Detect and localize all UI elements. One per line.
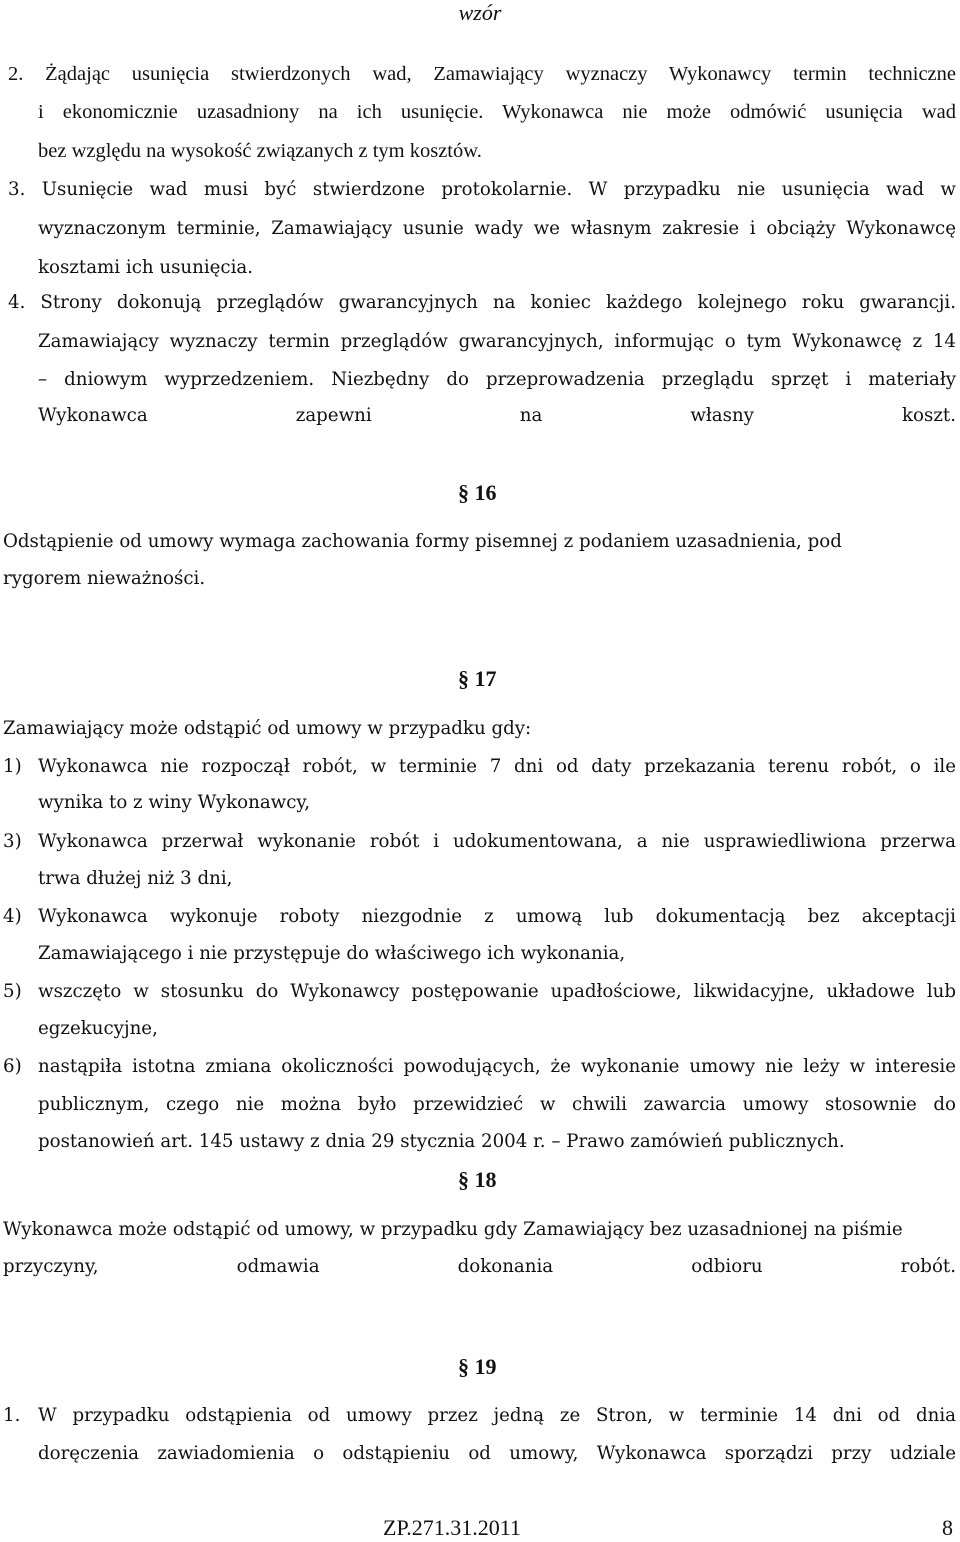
- list-item-line: wszczęto w stosunku do Wykonawcy postępowanie upadłościowe, likwidacyjne, układowe lub: [38, 981, 956, 1002]
- item-3-line-1: 3. Usunięcie wad musi być stwierdzone protokolarnie. W przypadku nie usunięcia wad w: [8, 179, 956, 200]
- list-item-number: 4): [3, 906, 22, 927]
- section-18-line-1: Wykonawca może odstąpić od umowy, w przypadku gdy Zamawiający bez uzasadnionej na piśmie: [3, 1219, 903, 1240]
- list-item-number: 1): [3, 756, 22, 777]
- item-2-line-2: i ekonomicznie uzasadniony na ich usunięcie. Wykonawca nie może odmówić usunięcia wad: [38, 101, 956, 123]
- section-19-heading: § 19: [458, 1354, 497, 1379]
- item-3-line-2: wyznaczonym terminie, Zamawiający usunie wady we własnym zakresie i obciąży Wykonawcę: [38, 218, 956, 239]
- item-2-line-3: bez względu na wysokość związanych z tym kosztów.: [38, 140, 482, 162]
- section-18-line-2: przyczyny, odmawia dokonania odbioru robót.: [3, 1256, 956, 1277]
- list-item-line: postanowień art. 145 ustawy z dnia 29 stycznia 2004 r. – Prawo zamówień publicznych.: [38, 1131, 845, 1152]
- section-16-line-1: Odstąpienie od umowy wymaga zachowania formy pisemnej z podaniem uzasadnienia, pod: [3, 531, 842, 552]
- list-item-line: Zamawiającego i nie przystępuje do właściwego ich wykonania,: [38, 943, 626, 964]
- list-item-number: 5): [3, 981, 22, 1002]
- item-2-line-1: 2. Żądając usunięcia stwierdzonych wad, Zamawiający wyznaczy Wykonawcy termin techniczne: [8, 63, 956, 85]
- item-4-line-3: – dniowym wyprzedzeniem. Niezbędny do przeprowadzenia przeglądu sprzęt i materiały: [38, 369, 956, 390]
- footer-reference: ZP.271.31.2011: [383, 1515, 521, 1540]
- list-item-line: Wykonawca nie rozpoczął robót, w terminie 7 dni od daty przekazania terenu robót, o ile: [38, 756, 956, 777]
- page-number: 8: [942, 1515, 953, 1540]
- page-header: wzór: [458, 0, 502, 25]
- section-16-line-2: rygorem nieważności.: [3, 568, 206, 589]
- section-17-intro: Zamawiający może odstąpić od umowy w przypadku gdy:: [3, 718, 532, 739]
- section-19-item-line-2: doręczenia zawiadomienia o odstąpieniu od umowy, Wykonawca sporządzi przy udziale: [38, 1443, 956, 1464]
- list-item-line: egzekucyjne,: [38, 1018, 158, 1039]
- section-16-heading: § 16: [458, 480, 497, 505]
- list-item-line: wynika to z winy Wykonawcy,: [38, 792, 311, 813]
- section-18-heading: § 18: [458, 1167, 497, 1192]
- item-4-line-4: Wykonawca zapewni na własny koszt.: [38, 405, 956, 426]
- list-item-line: Wykonawca wykonuje roboty niezgodnie z umową lub dokumentacją bez akceptacji: [38, 906, 956, 927]
- section-17-heading: § 17: [458, 666, 497, 691]
- item-3-line-3: kosztami ich usunięcia.: [38, 257, 254, 278]
- list-item-line: trwa dłużej niż 3 dni,: [38, 868, 233, 889]
- list-item-number: 6): [3, 1056, 22, 1077]
- list-item-line: nastąpiła istotna zmiana okoliczności powodujących, że wykonanie umowy nie leży w interesie: [38, 1056, 956, 1077]
- list-item-number: 3): [3, 831, 22, 852]
- item-4-line-1: 4. Strony dokonują przeglądów gwarancyjnych na koniec każdego kolejnego roku gwarancji.: [8, 292, 956, 313]
- item-4-line-2: Zamawiający wyznaczy termin przeglądów gwarancyjnych, informując o tym Wykonawcę z 14: [38, 331, 956, 352]
- section-19-item-line-1: W przypadku odstąpienia od umowy przez jedną ze Stron, w terminie 14 dni od dnia: [38, 1405, 956, 1426]
- list-item-line: publicznym, czego nie można było przewidzieć w chwili zawarcia umowy stosownie do: [38, 1094, 956, 1115]
- list-item-line: Wykonawca przerwał wykonanie robót i udokumentowana, a nie usprawiedliwiona przerwa: [38, 831, 956, 852]
- section-19-item-number: 1.: [3, 1405, 21, 1426]
